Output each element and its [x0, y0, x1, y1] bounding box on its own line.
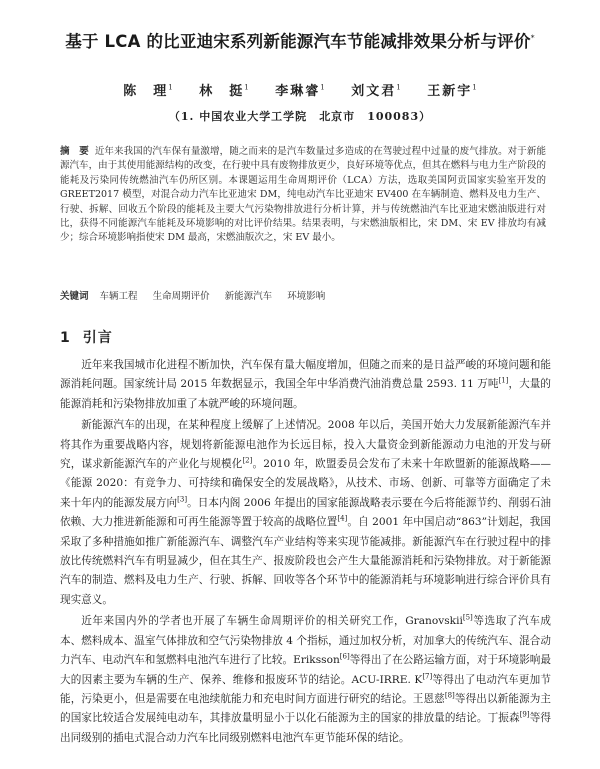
- author-affil-mark: 1: [472, 83, 477, 92]
- title-footnote-mark: *: [530, 33, 535, 43]
- author-name: 王新宇: [427, 84, 473, 99]
- keyword: 生命周期评价: [152, 291, 210, 302]
- author-affil-mark: 1: [244, 83, 249, 92]
- paragraph-text: 等得出了在公路运输方面，对于环境影响最大的因素主要为车辆的生产、保养、维修和报废环节的结论。ACU-IRRE. K: [60, 654, 551, 686]
- author-name: 林 挺: [199, 84, 245, 99]
- paragraph-text: 等得出同级别的插电式混合动力汽车比同级别燃料电池汽车更节能环保的结论。: [60, 712, 552, 744]
- paragraph-text: 。日本内阁 2006 年提出的国家能源战略表示要在今后将能源节约、削弱石油依赖、大力推进新能源和可再生能源等置于较高的战略位置: [60, 496, 551, 529]
- author-name: 陈 理: [123, 84, 169, 99]
- section-heading: [60, 327, 113, 347]
- citation: [3]: [177, 495, 188, 504]
- affiliation-city: 北京市: [319, 110, 356, 123]
- section-number: 1: [60, 330, 71, 346]
- author: [427, 84, 476, 99]
- author-affil-mark: 1: [396, 83, 401, 92]
- abstract-text: 近年来我国的汽车保有量激增，随之而来的是汽车数量过多造成的在驾驶过程中过量的废气排放。对于新能源汽车，由于其使用能源结构的改变，在行驶中具有废物排放更少，良好环境等优点，但其在燃料与电力生产阶段的能耗及污染同传统燃油汽车仍所区别。本课题运用生命周期评价（LCA）方法，选取美国阿贡国家实验室开发的 GREET2017 模型，对混合动力汽车比亚迪宋 DM，纯电动汽车比亚迪宋 EV400 在车辆制造、燃料及电力生产、行驶、拆解、回收五个阶段的能耗及主要大气污染物排放进行分析计算，并与传统燃油汽车比亚迪宋燃油版进行对比，获得不同能源汽车能耗及环境影响的对比评价结果。结果表明，与宋燃油版相比，宋 DM、宋 EV 排放均有减少；综合环境影响指使宋 DM 最高，宋燃油版次之，宋 EV 最小。: [60, 146, 546, 244]
- citation: [2]: [242, 456, 253, 465]
- citation: [7]: [422, 671, 433, 680]
- paragraph-text: 。自 2001 年中国启动“863”计划起，我国采取了多种措施如推广新能源汽车、调整汽车产业结构等来实现节能减排。新能源汽车在行驶过程中的排放比传统燃料汽车有明显减少，但在其生产、报废阶段也会产生大量能源消耗和污染物排放。对于新能源汽车的制造、燃料及电力生产、行驶、拆解、回收等各个环节中的能源消耗与环境影响进行综合评价具有现实意义。: [60, 516, 552, 606]
- body-text: [60, 356, 551, 750]
- author-affil-mark: 1: [168, 83, 173, 92]
- citation: [5]: [462, 613, 473, 622]
- abstract: [60, 145, 546, 246]
- keyword: 车辆工程: [99, 291, 138, 302]
- citation: [6]: [339, 652, 350, 661]
- paragraph-text: 等得出了电动汽车更加节能，污染更小，但是需要在电池续航能力和充电时间方面进行研究的结论。王恩慈: [60, 673, 551, 705]
- keyword: 新能源汽车: [224, 291, 273, 302]
- keyword: 环境影响: [287, 291, 326, 302]
- citation: [8]: [444, 691, 455, 700]
- citation: [1]: [498, 376, 509, 385]
- paragraph-text: 新能源汽车的出现，在某种程度上缓解了上述情况。2008 年以后，美国开始大力发展新能源汽车并将其作为重要战略内容，规划将新能源电池作为长远目标，投入大量资金到新能源动力电池的开发与研究，谋求新能源汽车的产业化与规模化: [60, 419, 551, 471]
- author: [123, 84, 172, 99]
- paragraph: [60, 416, 551, 610]
- paragraph-text: 近年来国内外的学者也开展了车辆生命周期评价的相关研究工作，Granovskii: [81, 615, 463, 628]
- author-list: [0, 80, 600, 99]
- author-affil-mark: 1: [320, 83, 325, 92]
- citation: [4]: [337, 514, 348, 523]
- abstract-label: 摘 要: [60, 146, 89, 157]
- paragraph-text: 等得出以新能源为主的国家比较适合发展纯电动车，其排放量明显小于以化石能源为主的国家的排放量的结论。丁振森: [60, 692, 551, 725]
- keywords: [60, 290, 546, 304]
- paragraph: [60, 356, 551, 414]
- paragraph-text: ，大量的能源消耗和污染物排放加重了本就严峻的环境问题。: [60, 378, 552, 410]
- title-text: 基于 LCA 的比亚迪宋系列新能源汽车节能减排效果分析与评价: [65, 32, 531, 51]
- author-name: 刘文君: [351, 84, 397, 99]
- paragraph: [60, 612, 551, 748]
- paper-title: [0, 28, 600, 52]
- paragraph-text: 等选取了汽车成本、燃料成本、温室气体排放和空气污染物排放 4 个指标，通过加权分析，对加拿大的传统汽车、混合动力汽车、电动汽车和氢燃料电池汽车进行了比较。Eriksson: [60, 615, 551, 667]
- citation: [9]: [519, 710, 530, 719]
- section-title: 引言: [82, 330, 113, 346]
- keywords-label: 关键词: [60, 291, 89, 302]
- affiliation-postcode: 100083）: [367, 110, 432, 123]
- affiliation: [0, 108, 600, 124]
- affiliation-dept: （1. 中国农业大学工学院: [168, 110, 308, 123]
- author: [351, 84, 400, 99]
- paragraph-text: 近年来我国城市化进程不断加快，汽车保有量大幅度增加，但随之而来的是日益严峻的环境问题和能源消耗问题。国家统计局 2015 年数据显示，我国全年中华消费汽油消费总量 2593. 11 万吨: [60, 359, 551, 391]
- author-name: 李琳睿: [275, 84, 321, 99]
- paragraph-text: 。2010 年，欧盟委员会发布了未来十年欧盟新的能源战略——《能源 2020：有竞争力、可持续和确保安全的发展战略》，从技术、市场、创新、可靠等方面确定了未来十年内的能源发展方向: [60, 458, 552, 509]
- author: [199, 84, 248, 99]
- author: [275, 84, 324, 99]
